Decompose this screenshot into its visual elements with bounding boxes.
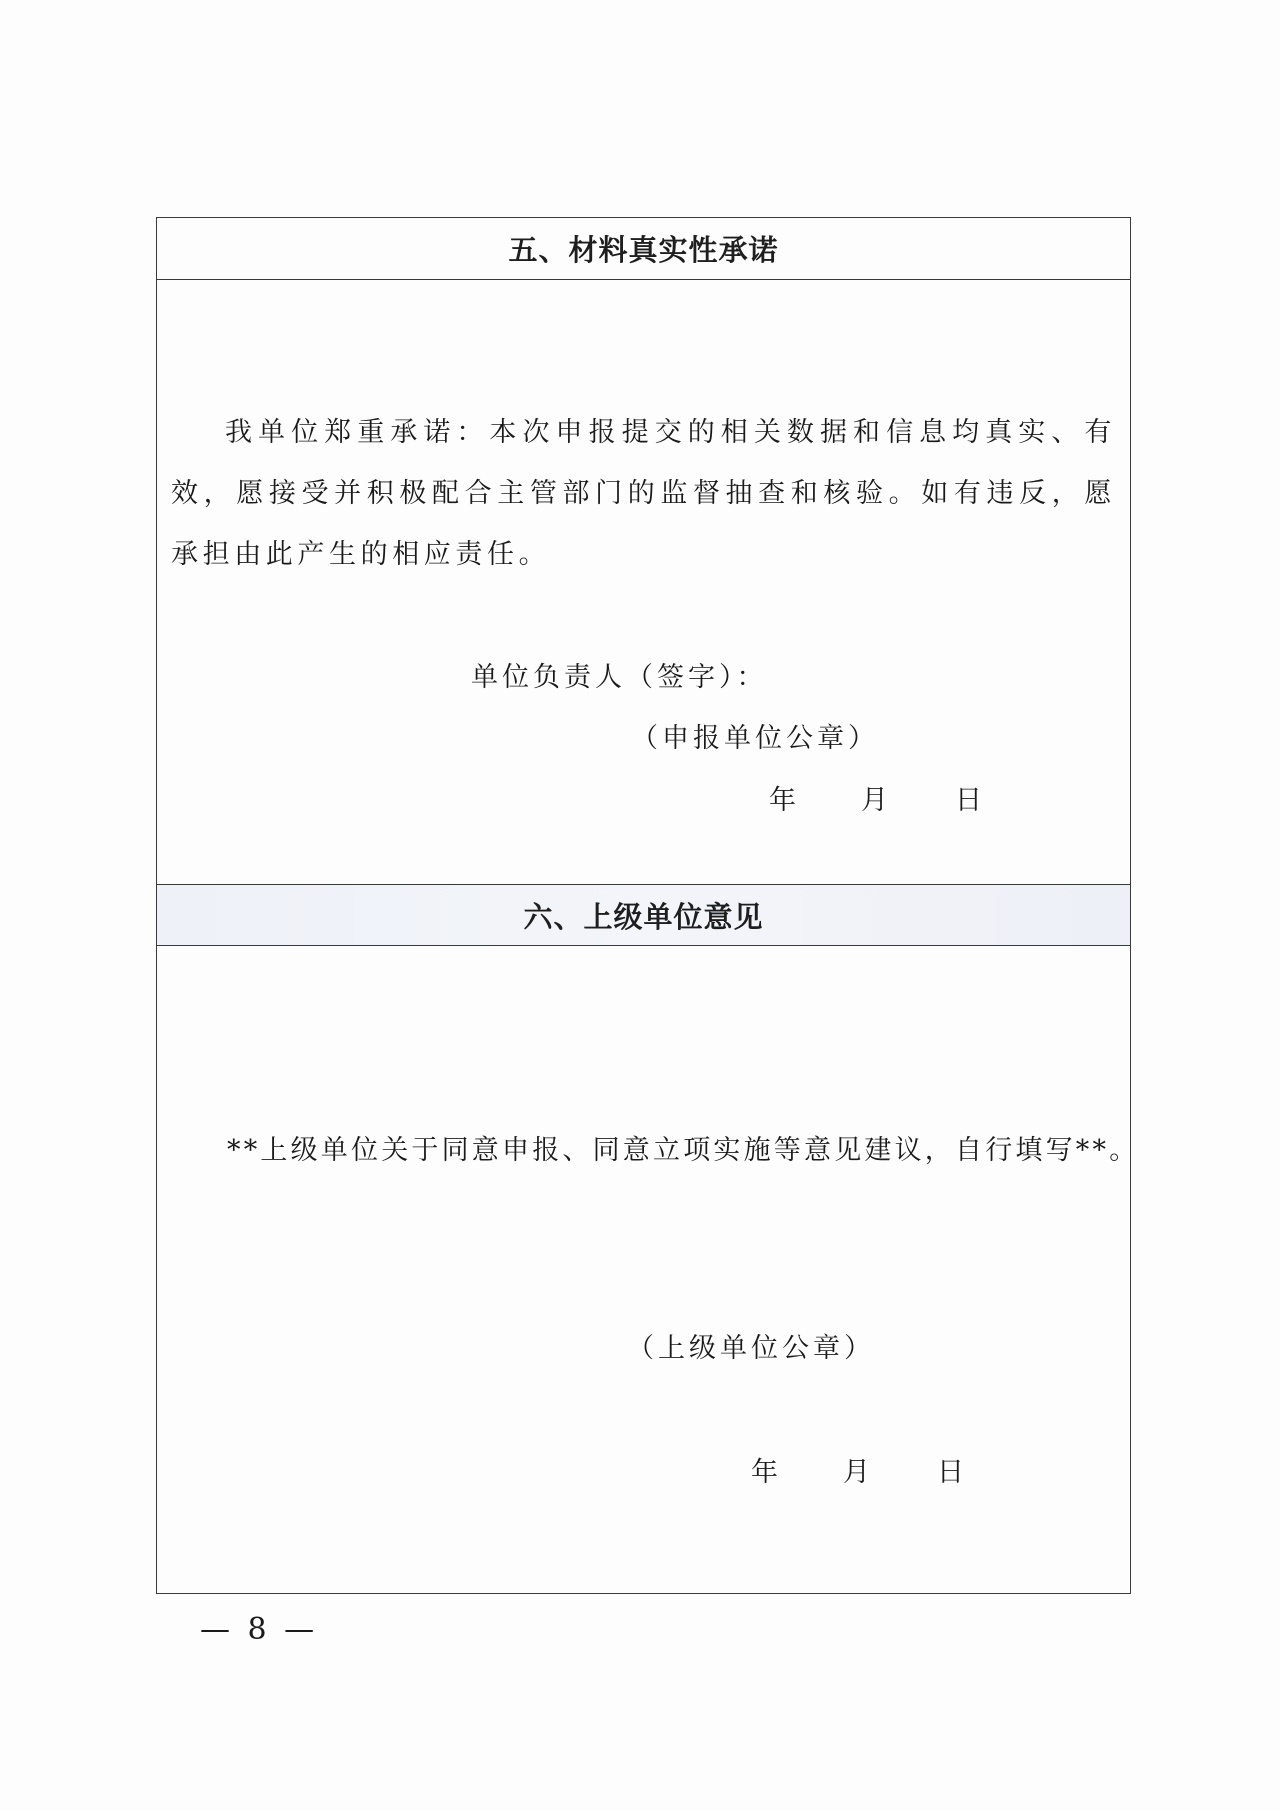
section-6-date bbox=[751, 1450, 991, 1486]
date-month-label: 月 bbox=[843, 1457, 870, 1488]
leader-signature-label: 单位负责人（签字）： bbox=[471, 662, 768, 693]
date-day-label: 日 bbox=[937, 1457, 964, 1488]
pledge-paragraph: 我单位郑重承诺：本次申报提交的相关数据和信息均真实、有效，愿接受并积极配合主管部门的监督抽查和核验。如有违反，愿承担由此产生的相应责任。 bbox=[171, 417, 1116, 570]
section-5-date bbox=[769, 778, 1009, 814]
section-5-header bbox=[157, 218, 1130, 280]
date-year-label: 年 bbox=[751, 1457, 778, 1488]
date-day-label: 日 bbox=[955, 785, 982, 816]
page-number: — 8 — bbox=[200, 1612, 319, 1647]
applicant-seal-label: （申报单位公章） bbox=[631, 723, 879, 754]
superior-seal-label: （上级单位公章） bbox=[627, 1333, 875, 1364]
superior-opinion-note: **上级单位关于同意申报、同意立项实施等意见建议，自行填写**。 bbox=[227, 1135, 1140, 1166]
section-6-header bbox=[157, 884, 1130, 946]
section-6-title: 六、上级单位意见 bbox=[523, 899, 764, 934]
section-5-title: 五、材料真实性承诺 bbox=[508, 233, 779, 267]
form-table bbox=[156, 217, 1140, 1594]
date-year-label: 年 bbox=[769, 785, 796, 816]
date-month-label: 月 bbox=[861, 785, 888, 816]
